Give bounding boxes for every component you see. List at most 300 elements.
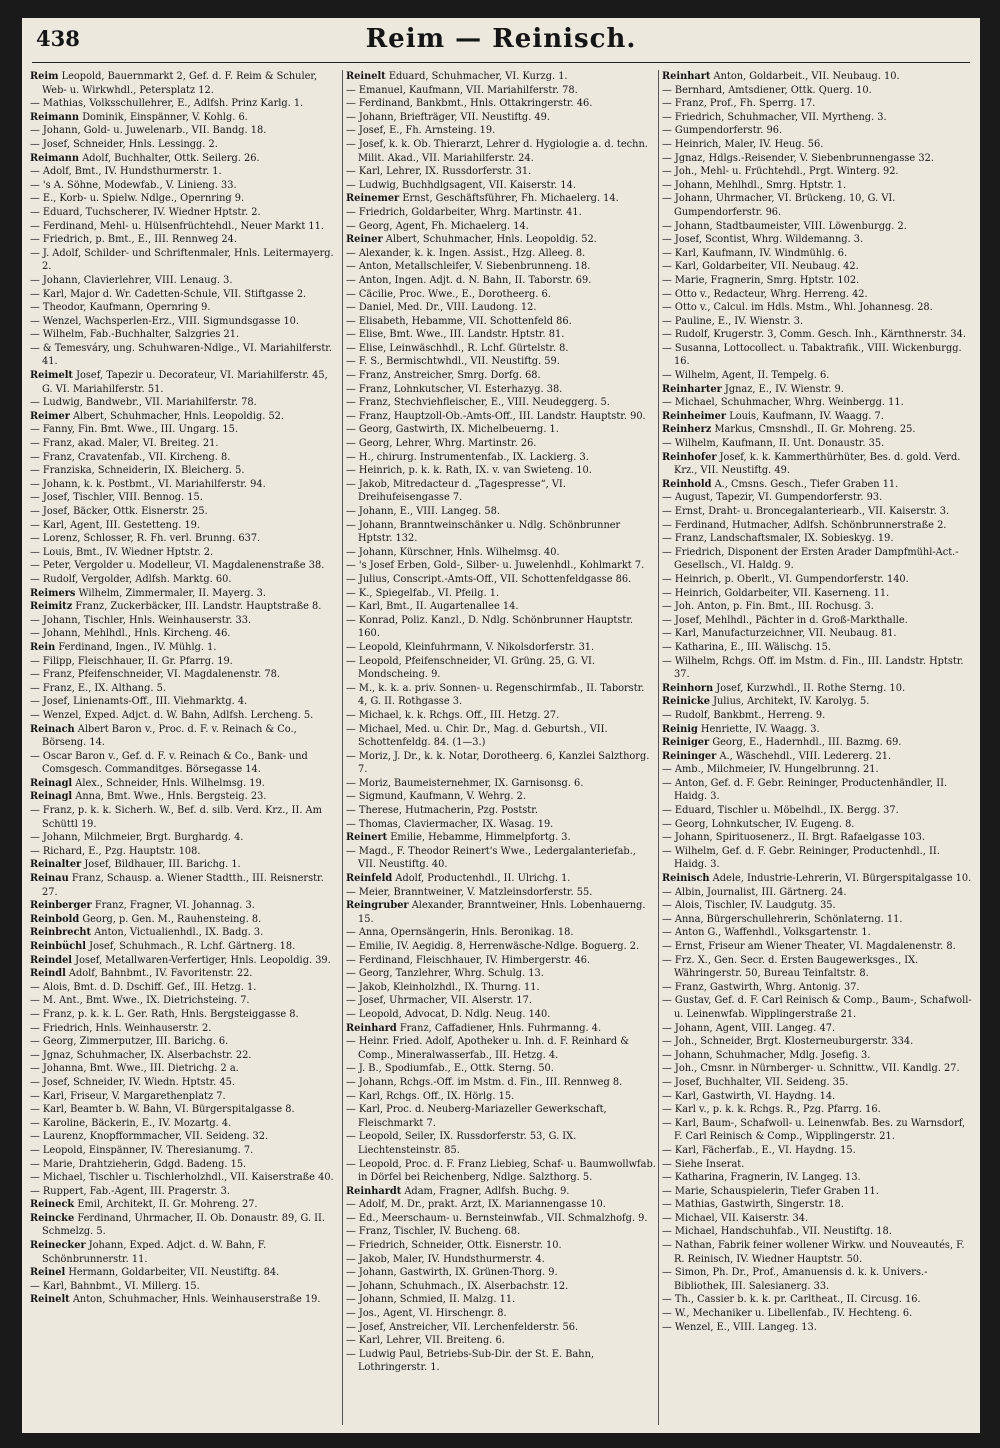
directory-entry — [30, 709, 340, 723]
directory-entry — [30, 247, 340, 274]
entry-text: — Friedrich, Disponent der Ersten Arader Dampfmühl-Act.-Gesellsch., VI. Haldg. 9. — [662, 546, 959, 572]
directory-entry — [30, 274, 340, 288]
entry-text: — Otto v., Calcul. im Hdls. Mstm., Whl. Johannesg. 28. — [662, 302, 933, 314]
directory-entry — [662, 818, 972, 832]
entry-surname: Reinherz — [662, 424, 712, 436]
entry-text: — Adolf, M. Dr., prakt. Arzt, IX. Mariannengasse 10. — [346, 1199, 606, 1211]
directory-entry — [662, 1293, 972, 1307]
entry-text: Louis, Kaufmann, IV. Waagg. 7. — [729, 410, 884, 422]
directory-entry — [30, 1103, 340, 1117]
directory-entry — [662, 695, 972, 709]
directory-entry — [346, 940, 656, 954]
entry-text: — Anton, Ingen. Adjt. d. N. Bahn, II. Taborstr. 69. — [346, 274, 592, 286]
directory-entry — [346, 1103, 656, 1130]
directory-entry — [346, 926, 656, 940]
entry-text: — Meier, Branntweiner, V. Matzleinsdorferstr. 55. — [346, 886, 593, 898]
directory-entry — [30, 1144, 340, 1158]
directory-entry — [30, 804, 340, 831]
directory-entry — [30, 1117, 340, 1131]
directory-entry — [662, 274, 972, 288]
directory-entry — [346, 559, 656, 573]
directory-entry — [346, 1076, 656, 1090]
directory-entry — [346, 288, 656, 302]
entry-text: Franz, Schausp. a. Wiener Stadtth., III. Reisnerstr. 27. — [42, 873, 324, 898]
directory-entry — [662, 1307, 972, 1321]
entry-surname: Reinfeld — [346, 873, 393, 885]
directory-entry — [346, 260, 656, 274]
entry-text: Leopold, Bauernmarkt 2, Gef. d. F. Reim & Schuler, Web- u. Wirkwhdl., Petersplatz 12. — [42, 71, 318, 96]
directory-entry — [662, 84, 972, 98]
entry-text: — Julius, Conscript.-Amts-Off., VII. Schottenfeldgasse 86. — [346, 573, 632, 585]
directory-entry — [662, 1117, 972, 1144]
entry-text: — Karl, Proc. d. Neuberg-Mariazeller Gewerkschaft, Fleischmarkt 7. — [346, 1104, 607, 1129]
entry-text: — Karl, Beamter b. W. Bahn, VI. Bürgerspitalgasse 8. — [30, 1104, 295, 1116]
entry-text: — Franz, p. k. k. Sicherh. W., Bef. d. silb. Verd. Krz., II. Am Schüttl 19. — [30, 805, 322, 830]
directory-entry — [662, 1239, 972, 1266]
entry-text: — Heinrich, p. Oberlt., VI. Gumpendorferstr. 140. — [662, 573, 909, 585]
entry-text: — Karl, Manufacturzeichner, VII. Neubaug. 81. — [662, 628, 897, 640]
entry-text: Adolf, Buchhalter, Ottk. Seilerg. 26. — [82, 152, 260, 164]
entry-text: — Karl v., p. k. k. Rchgs. R., Pzg. Pfarrg. 16. — [662, 1104, 881, 1116]
entry-text: — Franz, p. k. k. L. Ger. Rath, Hnls. Bergsteiggasse 8. — [30, 1008, 299, 1020]
entry-text: — Karl, Lehrer, IX. Russdorferstr. 31. — [346, 166, 532, 178]
entry-text: — Franz, Gastwirth, Whrg. Antonig. 37. — [662, 981, 860, 993]
directory-entry — [346, 1022, 656, 1036]
directory-entry — [30, 845, 340, 859]
entry-text: — Karl, Goldarbeiter, VII. Neubaug. 42. — [662, 261, 859, 273]
entry-text: — Johann, Schuhmach., IX. Alserbachstr. 12. — [346, 1280, 569, 1292]
entry-text: — Wilhelm, Fab.-Buchhalter, Salzgries 21. — [30, 329, 240, 341]
directory-entry — [662, 70, 972, 84]
directory-entry — [662, 437, 972, 451]
entry-text: — Franz, Lohnkutscher, VI. Esterhazyg. 38. — [346, 383, 563, 395]
directory-entry — [30, 1090, 340, 1104]
directory-entry — [346, 396, 656, 410]
entry-text: — Gumpendorferstr. 96. — [662, 125, 783, 137]
entry-text: — Michael, VII. Kaiserstr. 34. — [662, 1212, 809, 1224]
entry-text: — Franz, Anstreicher, Smrg. Dorfg. 68. — [346, 370, 541, 382]
directory-entry — [30, 1076, 340, 1090]
directory-entry — [662, 1158, 972, 1172]
directory-entry — [662, 573, 972, 587]
entry-text: — Michael, k. k. Rchgs. Off., III. Hetzg. 27. — [346, 709, 560, 721]
directory-entry — [346, 301, 656, 315]
entry-text: Josef, Kurzwhdl., II. Rothe Sterng. 10. — [716, 682, 906, 694]
entry-text: — Franziska, Schneiderin, IX. Bleicherg. 5. — [30, 465, 245, 477]
entry-text: — J. Adolf, Schilder- und Schriftenmaler, Hnls. Leitermayerg. 2. — [30, 247, 334, 273]
entry-text: — Therese, Hutmacherin, Pzg. Poststr. — [346, 805, 538, 817]
entry-surname: Reinert — [346, 832, 388, 844]
directory-entry — [30, 559, 340, 573]
directory-entry — [30, 451, 340, 465]
entry-text: — Marie, Schauspielerin, Tiefer Graben 11. — [662, 1185, 879, 1197]
directory-entry — [346, 1253, 656, 1267]
directory-entry — [30, 954, 340, 968]
entry-text: Emilie, Hebamme, Himmelpfortg. 3. — [390, 832, 571, 844]
entry-surname: Reinau — [30, 873, 69, 885]
directory-entry — [662, 804, 972, 818]
directory-entry — [346, 1185, 656, 1199]
entry-text: Anton, Goldarbeit., VII. Neubaug. 10. — [713, 71, 900, 82]
directory-entry — [30, 546, 340, 560]
entry-text: — W., Mechaniker u. Libellenfab., IV. Hechteng. 6. — [662, 1308, 913, 1320]
directory-entry — [346, 967, 656, 981]
directory-entry — [662, 954, 972, 981]
directory-entry — [30, 301, 340, 315]
directory-entry — [346, 1035, 656, 1062]
entry-surname: Reinelt — [30, 1294, 70, 1306]
entry-text: — Jgnaz, Schuhmacher, IX. Alserbachstr. 22. — [30, 1049, 252, 1061]
directory-entry — [346, 70, 656, 84]
directory-entry — [30, 1280, 340, 1294]
directory-entry — [30, 532, 340, 546]
directory-entry — [30, 1198, 340, 1212]
directory-entry — [346, 206, 656, 220]
directory-entry — [662, 247, 972, 261]
entry-text: Julius, Architekt, IV. Karolyg. 5. — [713, 696, 870, 708]
directory-entry — [346, 750, 656, 777]
directory-entry — [662, 233, 972, 247]
directory-entry — [662, 192, 972, 219]
directory-entry — [346, 1334, 656, 1348]
column-1 — [30, 70, 340, 1425]
directory-entry — [346, 1321, 656, 1335]
directory-entry — [346, 600, 656, 614]
entry-text: Franz, Fragner, VI. Johannag. 3. — [94, 900, 255, 912]
directory-entry — [346, 790, 656, 804]
directory-entry — [346, 1280, 656, 1294]
directory-entry — [30, 750, 340, 777]
entry-surname: Reinelt — [346, 71, 386, 82]
directory-entry — [662, 750, 972, 764]
directory-entry — [30, 1022, 340, 1036]
entry-surname: Reinhard — [346, 1022, 397, 1034]
entry-text: — Gustav, Gef. d. F. Carl Reinisch & Comp., Baum-, Schafwoll- u. Leinenwfab. Wipplingerstraße 21. — [662, 995, 972, 1020]
entry-text: — Ludwig, Bandwebr., VII. Mariahilferstr. 78. — [30, 397, 257, 409]
directory-entry — [662, 410, 972, 424]
directory-entry — [346, 247, 656, 261]
directory-entry — [662, 1090, 972, 1104]
directory-entry — [30, 519, 340, 533]
entry-text: — August, Tapezir, VI. Gumpendorferstr. 93. — [662, 492, 883, 504]
directory-entry — [346, 165, 656, 179]
entry-text: Adolf, Bahnbmt., IV. Favoritenstr. 22. — [68, 968, 253, 980]
directory-entry — [346, 519, 656, 546]
directory-entry — [346, 1266, 656, 1280]
entry-surname: Reinecker — [30, 1240, 86, 1252]
entry-text: — Leopold, Einspänner, IV. Theresianumg. 7. — [30, 1144, 254, 1156]
directory-entry — [346, 84, 656, 98]
entry-text: — Josef, Schneider, Hnls. Lessingg. 2. — [30, 138, 218, 150]
entry-text: — Georg, Lohnkutscher, IV. Eugeng. 8. — [662, 818, 855, 830]
entry-text: — Leopold, Proc. d. F. Franz Liebieg, Schaf- u. Baumwollwfab. in Dörfel bei Reichenberg, Ndlge. Salzthorg. 5. — [346, 1158, 656, 1184]
entry-text: Ferdinand, Uhrmacher, II. Ob. Donaustr. 89, G. II. Schmelzg. 5. — [42, 1212, 326, 1238]
directory-entry — [30, 288, 340, 302]
entry-text: — Karl, Lehrer, VII. Breiteng. 6. — [346, 1335, 505, 1347]
entry-text: — Friedrich, Schneider, Ottk. Eisnerstr. 10. — [346, 1240, 562, 1252]
entry-text: — 's A. Söhne, Modewfab., V. Linieng. 33. — [30, 179, 237, 191]
directory-entry — [346, 274, 656, 288]
entry-surname: Reininger — [662, 750, 717, 762]
entry-surname: Reinhold — [662, 478, 712, 490]
entry-text: — Mathias, Gastwirth, Singerstr. 18. — [662, 1199, 844, 1211]
entry-text: Wilhelm, Zimmermaler, II. Mayerg. 3. — [78, 587, 267, 599]
directory-entry — [662, 97, 972, 111]
entry-text: Anna, Bmt. Wwe., Hnls. Bergsteig. 23. — [75, 791, 267, 803]
entry-text: Ferdinand, Ingen., IV. Mühlg. 1. — [58, 641, 217, 653]
directory-entry — [30, 1185, 340, 1199]
column-divider — [658, 70, 659, 1425]
directory-entry — [662, 1212, 972, 1226]
directory-entry — [346, 138, 656, 165]
entry-text: — Johann, Branntweinschänker u. Ndlg. Schönbrunner Hptstr. 132. — [346, 519, 621, 545]
entry-text: Emil, Architekt, II. Gr. Mohreng. 27. — [77, 1199, 258, 1211]
entry-text: — Pauline, E., IV. Wienstr. 3. — [662, 315, 804, 327]
directory-entry — [30, 573, 340, 587]
directory-entry — [662, 1035, 972, 1049]
entry-text: — Friedrich, Goldarbeiter, Whrg. Martinstr. 41. — [346, 206, 582, 218]
directory-entry — [30, 777, 340, 791]
entry-text: Georg, E., Hadernhdl., III. Bazmg. 69. — [712, 737, 902, 749]
entry-text: — Daniel, Med. Dr., VIII. Laudong. 12. — [346, 302, 537, 314]
entry-surname: Reimer — [30, 410, 70, 422]
entry-text: — Friedrich, Hnls. Weinhauserstr. 2. — [30, 1022, 212, 1034]
directory-entry — [662, 124, 972, 138]
entry-text: — Johann, Spirituosenerz., II. Brgt. Rafaelgasse 103. — [662, 832, 925, 844]
directory-entry — [30, 981, 340, 995]
entry-text: — Johann, Schmied, II. Malzg. 11. — [346, 1294, 516, 1306]
directory-entry — [662, 1321, 972, 1335]
entry-surname: Reinicke — [662, 696, 710, 708]
directory-entry — [30, 858, 340, 872]
directory-entry — [346, 1348, 656, 1375]
directory-entry — [662, 600, 972, 614]
directory-entry — [30, 152, 340, 166]
directory-entry — [662, 913, 972, 927]
entry-text: — Karl, Bahnbmt., VI. Millerg. 15. — [30, 1280, 200, 1292]
entry-text: — Ludwig Paul, Betriebs-Sub-Dir. der St. E. Bahn, Lothringerstr. 1. — [346, 1348, 595, 1374]
entry-text: — Lorenz, Schlosser, R. Fh. verl. Brunng. 637. — [30, 533, 261, 545]
entry-text: — Friedrich, Schuhmacher, VII. Myrtheng. 3. — [662, 111, 887, 123]
directory-entry — [30, 831, 340, 845]
entry-text: — Johann, Agent, VIII. Langeg. 47. — [662, 1022, 836, 1034]
directory-entry — [346, 1293, 656, 1307]
entry-text: — Peter, Vergolder u. Modelleur, VI. Magdalenenstraße 38. — [30, 560, 325, 572]
directory-entry — [662, 831, 972, 845]
directory-entry — [662, 288, 972, 302]
entry-text: — Franz, Hauptzoll-Ob.-Amts-Off., III. Landstr. Hauptstr. 90. — [346, 410, 646, 422]
entry-text: Adam, Fragner, Adlfsh. Buchg. 9. — [404, 1185, 570, 1197]
entry-text: — Rudolf, Vergolder, Adlfsh. Marktg. 60. — [30, 573, 232, 585]
entry-text: — Simon, Ph. Dr., Prof., Amanuensis d. k. k. Univers.-Bibliothek, III. Salesianerg. 33. — [662, 1267, 928, 1292]
entry-text: — F. S., Bermischtwhdl., VII. Neustiftg. 59. — [346, 356, 560, 368]
entry-text: — Michael, Tischler u. Tischlerholzhdl., VII. Kaiserstraße 40. — [30, 1172, 334, 1184]
entry-surname: Reinbrecht — [30, 927, 92, 939]
directory-entry — [662, 872, 972, 886]
directory-entry — [662, 777, 972, 804]
directory-entry — [346, 1198, 656, 1212]
directory-entry — [662, 111, 972, 125]
entry-text: — Nathan, Fabrik feiner wollener Wirkw. und Nouveautés, F. R. Reinisch, IV. Wiedner Hauptstr. 50. — [662, 1240, 965, 1265]
directory-entry — [662, 655, 972, 682]
entry-text: — & Temesváry, ung. Schuhwaren-Ndlge., VI. Mariahilferstr. 41. — [30, 342, 332, 368]
entry-text: — Karl, Bmt., II. Augartenallee 14. — [346, 601, 519, 613]
directory-entry — [346, 723, 656, 750]
entry-text: — Josef, Scontist, Whrg. Wildemanng. 3. — [662, 234, 864, 246]
directory-entry — [662, 723, 972, 737]
directory-entry — [662, 1103, 972, 1117]
entry-text: — Wilhelm, Kaufmann, II. Unt. Donaustr. 35. — [662, 438, 885, 450]
entry-surname: Reimann — [30, 111, 80, 123]
directory-entry — [662, 736, 972, 750]
entry-text: Eduard, Schuhmacher, VI. Kurzg. 1. — [388, 71, 568, 82]
directory-entry — [662, 1198, 972, 1212]
entry-text: — Anton G., Waffenhdl., Volksgartenstr. 1. — [662, 927, 871, 939]
entry-text: — Karl, Fächerfab., E., VI. Haydng. 15. — [662, 1144, 856, 1156]
directory-entry — [346, 478, 656, 505]
directory-entry — [30, 97, 340, 111]
entry-text: — Franz, Stechviehfleischer, E., VIII. Neudeggerg. 5. — [346, 397, 610, 409]
entry-text: — Rudolf, Krugerstr. 3, Comm. Gesch. Inh., Kärnthnerstr. 34. — [662, 329, 967, 341]
directory-entry — [30, 192, 340, 206]
entry-text: — Franz, Landschaftsmaler, IX. Sobieskyg. 19. — [662, 533, 894, 545]
entry-text: Josef, k. k. Kammerthürhüter, Bes. d. gold. Verd. Krz., VII. Neustiftg. 49. — [674, 451, 961, 477]
entry-text: — Josef, E., Fh. Arnsteing. 19. — [346, 125, 496, 137]
entry-text: — Heinrich, Maler, IV. Heug. 56. — [662, 138, 824, 150]
directory-entry — [30, 206, 340, 220]
entry-text: — Ernst, Draht- u. Broncegalanteriearb., VII. Kaiserstr. 3. — [662, 506, 950, 517]
directory-entry — [662, 260, 972, 274]
directory-entry — [662, 940, 972, 954]
entry-text: Franz, Caffadiener, Hnls. Fuhrmanng. 4. — [399, 1022, 602, 1034]
entry-text: — Johann, k. k. Postbmt., VI. Mariahilferstr. 94. — [30, 478, 266, 490]
entry-text: — Johann, Clavierlehrer, VIII. Lenaug. 3. — [30, 274, 233, 286]
directory-entry — [30, 641, 340, 655]
directory-entry — [346, 410, 656, 424]
directory-entry — [346, 804, 656, 818]
entry-text: Jgnaz, E., IV. Wienstr. 9. — [724, 383, 844, 395]
directory-page — [22, 18, 980, 1433]
entry-text: — Karl, Friseur, V. Margarethenplatz 7. — [30, 1090, 226, 1102]
directory-entry — [30, 1130, 340, 1144]
directory-entry — [662, 179, 972, 193]
entry-text: — Konrad, Poliz. Kanzl., D. Ndlg. Schönbrunner Hauptstr. 160. — [346, 614, 634, 640]
entry-text: — Karl, Gastwirth, VI. Haydng. 14. — [662, 1090, 836, 1102]
directory-entry — [662, 587, 972, 601]
entry-surname: Reindl — [30, 968, 66, 980]
entry-surname: Reinach — [30, 723, 75, 735]
directory-entry — [662, 926, 972, 940]
column-divider — [342, 70, 343, 1425]
directory-entry — [346, 1008, 656, 1022]
directory-entry — [30, 410, 340, 424]
directory-entry — [30, 328, 340, 342]
entry-text: — Laurenz, Knopfformmacher, VII. Seideng. 32. — [30, 1131, 269, 1143]
directory-entry — [346, 124, 656, 138]
page-title: Reim — Reinisch. — [365, 24, 637, 54]
entry-text: — Heinrich, p. k. k. Rath, IX. v. van Swieteng. 10. — [346, 465, 592, 477]
entry-surname: Reinel — [30, 1267, 66, 1279]
entry-surname: Reincke — [30, 1212, 75, 1224]
entry-text: Josef, Tapezir u. Decorateur, VI. Mariahilferstr. 45, G. VI. Mariahilferstr. 51. — [42, 370, 328, 395]
directory-entry — [346, 220, 656, 234]
directory-entry — [662, 1266, 972, 1293]
entry-text: — Johann, Schuhmacher, Mdlg. Josefig. 3. — [662, 1049, 871, 1061]
entry-text: Anton, Schuhmacher, Hnls. Weinhauserstraße 19. — [72, 1294, 321, 1306]
entry-text: — Leopold, Kleinfuhrmann, V. Nikolsdorferstr. 31. — [346, 641, 595, 653]
entry-surname: Reinemer — [346, 193, 400, 205]
directory-entry — [662, 1144, 972, 1158]
directory-entry — [662, 546, 972, 573]
directory-entry — [346, 573, 656, 587]
directory-entry — [30, 396, 340, 410]
directory-entry — [662, 315, 972, 329]
directory-entry — [30, 1008, 340, 1022]
entry-text: — Alois, Tischler, IV. Laudgutg. 35. — [662, 900, 836, 912]
entry-text: — Th., Cassier b. k. k. pr. Carltheat., II. Circusg. 16. — [662, 1294, 921, 1306]
entry-text: — Elisabeth, Hebamme, VII. Schottenfeld 86. — [346, 315, 572, 327]
directory-entry — [346, 1212, 656, 1226]
directory-entry — [30, 967, 340, 981]
entry-text: Markus, Cmsnshdl., II. Gr. Mohreng. 25. — [714, 424, 916, 436]
entry-text: — Heinr. Fried. Adolf, Apotheker u. Inh. d. F. Reinhard & Comp., Mineralwasserfab., III. Hetzg. 4. — [346, 1036, 629, 1061]
entry-text: — Heinrich, Goldarbeiter, VII. Kaserneng. 11. — [662, 587, 890, 599]
directory-entry — [346, 831, 656, 845]
directory-entry — [662, 994, 972, 1021]
directory-entry — [662, 1022, 972, 1036]
entry-text: — Rudolf, Bankbmt., Herreng. 9. — [662, 709, 826, 721]
entry-text: — Franz, Pfeifenschneider, VI. Magdalenenstr. 78. — [30, 669, 280, 681]
entry-surname: Reinagl — [30, 777, 73, 789]
directory-entry — [662, 1076, 972, 1090]
entry-surname: Reinhart — [662, 71, 711, 82]
directory-entry — [662, 709, 972, 723]
directory-entry — [346, 1307, 656, 1321]
directory-entry — [662, 220, 972, 234]
page-number: 438 — [36, 26, 80, 51]
entry-text: — Elise, Leinwäschhdl., R. Lchf. Gürtelstr. 8. — [346, 342, 569, 354]
entry-text: — Katharina, Fragnerin, IV. Langeg. 13. — [662, 1172, 861, 1184]
entry-text: — Karl, Baum-, Schafwoll- u. Leinenwfab. Bes. zu Warnsdorf, F. Carl Reinisch & Comp., Wipplingerstr. 21. — [662, 1117, 966, 1143]
directory-entry — [346, 355, 656, 369]
directory-entry — [30, 1035, 340, 1049]
entry-text: Johann, Exped. Adjct. d. W. Bahn, F. Schönbrunnerstr. 11. — [42, 1240, 267, 1265]
entry-text: — Jakob, Mitredacteur d. „Tagespresse“, VI. Dreihufeisengasse 7. — [346, 478, 566, 504]
entry-surname: Reinalter — [30, 859, 82, 871]
directory-entry — [30, 872, 340, 899]
directory-entry — [30, 668, 340, 682]
directory-entry — [662, 886, 972, 900]
directory-entry — [662, 383, 972, 397]
entry-text: — Leopold, Pfeifenschneider, VI. Grüng. 25, G. VI. Mondscheing. 9. — [346, 655, 596, 681]
entry-text: — Eduard, Tischler u. Möbelhdl., IX. Bergg. 37. — [662, 805, 899, 817]
entry-text: — J. B., Spodiumfab., E., Ottk. Sterng. 50. — [346, 1063, 554, 1075]
directory-entry — [30, 1266, 340, 1280]
entry-text: — Michael, Schuhmacher, Whrg. Weinbergg. 11. — [662, 397, 904, 409]
entry-text: — K., Spiegelfab., VI. Pfeilg. 1. — [346, 587, 500, 599]
entry-text: — Elise, Bmt. Wwe., III. Landstr. Hptstr. 81. — [346, 329, 565, 341]
entry-surname: Reimann — [30, 152, 80, 164]
entry-text: — Johann, Gold- u. Juwelenarb., VII. Bandg. 18. — [30, 125, 267, 137]
entry-text: — M., k. k. a. priv. Sonnen- u. Regenschirmfab., II. Taborstr. 4, G. II. Rothgasse 3. — [346, 682, 645, 708]
directory-entry — [662, 138, 972, 152]
entry-text: — Ruppert, Fab.-Agent, III. Pragerstr. 3. — [30, 1185, 230, 1197]
entry-text: — Johann, Milchmeier, Brgt. Burghardg. 4. — [30, 832, 244, 844]
directory-entry — [662, 369, 972, 383]
directory-entry — [30, 655, 340, 669]
entry-text: — Joh., Cmsnr. in Nürnberger- u. Schnittw., VII. Kandlg. 27. — [662, 1063, 960, 1075]
directory-entry — [346, 981, 656, 995]
